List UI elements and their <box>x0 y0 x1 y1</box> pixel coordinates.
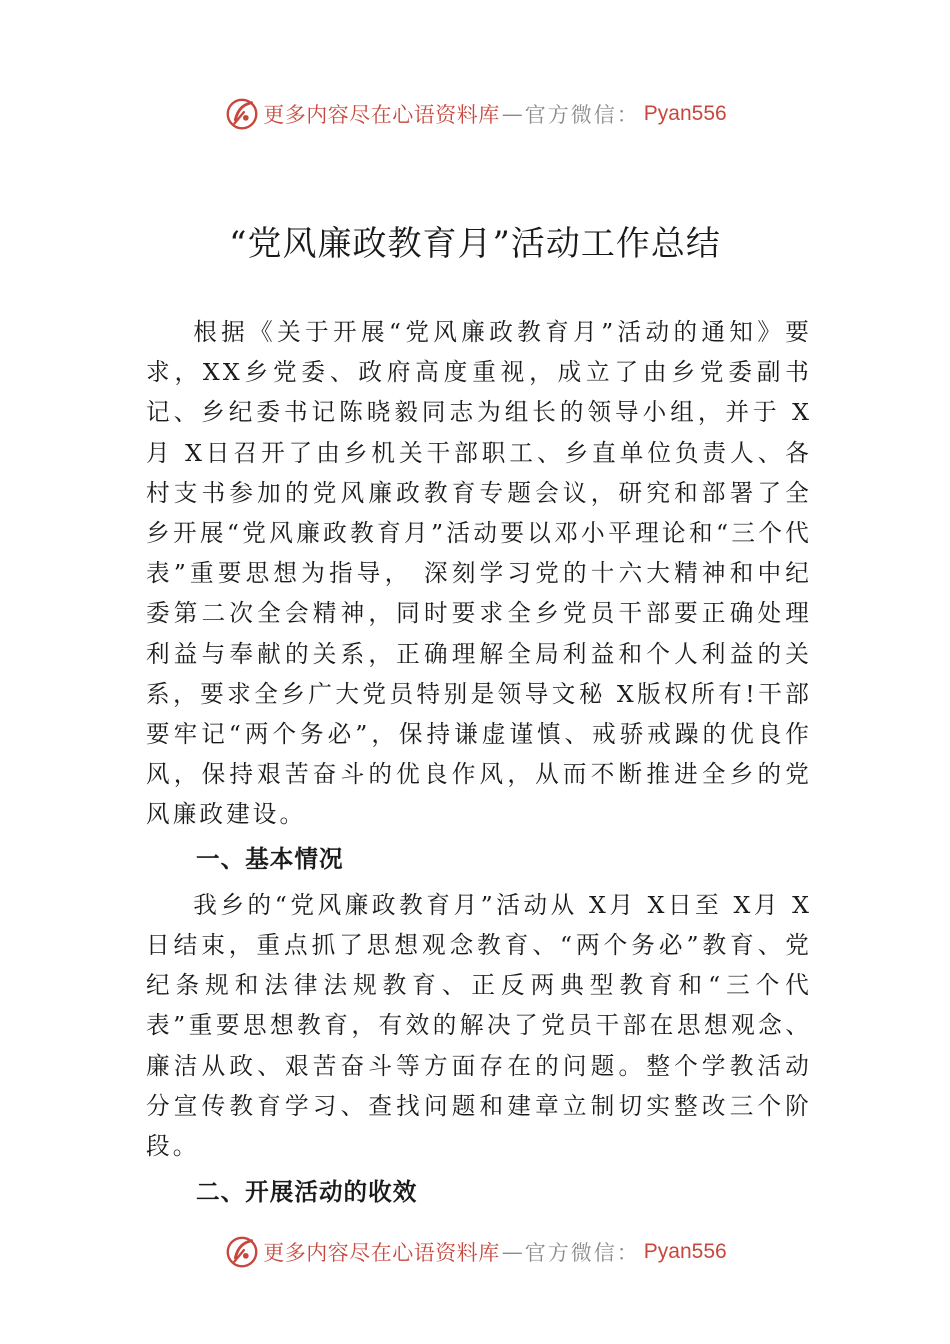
banner-brand-text: 更多内容尽在心语资料库 <box>263 103 500 127</box>
seal-logo-icon <box>223 95 261 133</box>
document-title: “党风廉政教育月”活动工作总结 <box>229 224 721 264</box>
header-banner <box>0 92 950 136</box>
banner-brand-text: 更多内容尽在心语资料库 <box>263 1241 500 1265</box>
seal-logo-icon <box>223 1233 261 1271</box>
banner-wechat-label: 官方微信： <box>524 103 640 127</box>
section-heading-basic-situation: 一、基本情况 <box>196 844 344 873</box>
footer-banner <box>0 1230 950 1274</box>
banner-wechat-id: Pyan556 <box>643 1240 727 1263</box>
section-paragraph-basic-situation: 我乡的“党风廉政教育月”活动从 X月 X日至 X月 X日结束，重点抓了思想观念教育、“两个务必”教育、党纪条规和法律法规教育、正反两典型教育和“三个代表”重要思想教育，有效的解决了党员干部在思想观念、廉洁从政、艰苦奋斗等方面存在的问题。整个学教活动分宣传教育学习、查找问题和建章立制切实整改三个阶段。 <box>146 890 812 1161</box>
intro-paragraph: 根据《关于开展“党风廉政教育月”活动的通知》要求，XX乡党委、政府高度重视，成立了由乡党委副书记、乡纪委书记陈晓毅同志为组长的领导小组，并于 X月 X日召开了由乡机关干部职工、乡直单位负责人、各村支书参加的党风廉政教育专题会议，研究和部署了全乡开展“党风廉政教育月”活动要以邓小平理论和“三个代表”重要思想为指导， 深刻学习党的十六大精神和中纪委第二次全会精神，同时要求全乡党员干部要正确处理利益与奉献的关系，正确理解全局利益和个人利益的关系，要求全乡广大党员特别是领导文秘 X版权所有!干部要牢记“两个务必”，保持谦虚谨慎、戒骄戒躁的优良作风，保持艰苦奋斗的优良作风，从而不断推进全乡的党风廉政建设。 <box>146 318 812 829</box>
banner-wechat-label: 官方微信： <box>524 1241 640 1265</box>
document-body <box>146 312 812 1212</box>
section-heading-results: 二、开展活动的收效 <box>196 1178 418 1207</box>
banner-wechat-id: Pyan556 <box>643 102 727 125</box>
banner-separator: — <box>501 1240 523 1264</box>
banner-separator: — <box>501 102 523 126</box>
